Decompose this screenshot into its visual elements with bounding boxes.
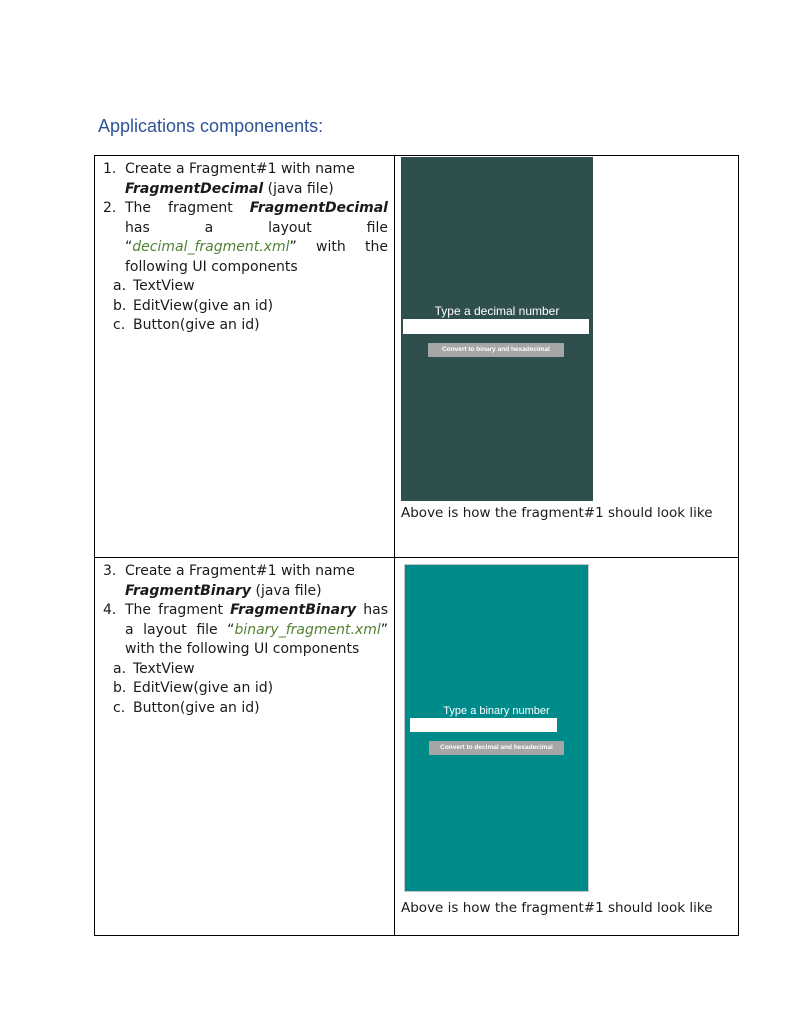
table-row [95,558,739,936]
instructions-cell [95,156,395,558]
instructions-cell [95,558,395,936]
layout-file-name: binary_fragment.xml [234,621,381,638]
class-name: FragmentDecimal [249,200,388,216]
edittext-field [410,718,557,732]
sub-item: b. EditView(give an id) [113,680,274,696]
class-name: FragmentBinary [125,582,252,599]
sub-item: a. TextView [113,278,195,294]
textview-label: Type a decimal number [434,304,560,318]
sub-item: b. EditView(give an id) [113,297,274,314]
sub-item: a. TextView [113,660,195,677]
preview-cell [395,156,739,558]
preview-caption: Above is how the fragment#1 should look like [401,900,713,916]
textview-label: Type a binary number [443,705,550,717]
fragment-preview-image [401,157,593,501]
convert-button: Convert to decimal and hexadecimal [429,741,564,755]
section-heading: Applications componenents: [98,116,324,136]
list-item: 4. The fragment FragmentBinary has a layout file “binary_fragment.xml” with the following UI components [103,602,388,657]
components-table [94,155,739,936]
list-item: 2. The fragment FragmentDecimal has a layout file “decimal_fragment.xml” with the following UI components [103,200,388,275]
class-name: FragmentBinary [230,602,357,618]
class-name: FragmentDecimal [125,180,264,197]
list-item: 1. Create a Fragment#1 with name FragmentDecimal (java file) [103,161,355,197]
table-row [95,156,739,558]
list-item: 3. Create a Fragment#1 with name FragmentBinary (java file) [103,563,355,599]
edittext-field [403,319,589,334]
preview-cell [395,558,739,936]
fragment-preview-image [404,564,589,892]
layout-file-name: decimal_fragment.xml [132,239,290,255]
sub-item: c. Button(give an id) [113,317,260,333]
convert-button: Convert to binary and hexadecimal [428,343,564,357]
sub-item: c. Button(give an id) [113,699,260,716]
preview-caption: Above is how the fragment#1 should look like [401,505,713,521]
